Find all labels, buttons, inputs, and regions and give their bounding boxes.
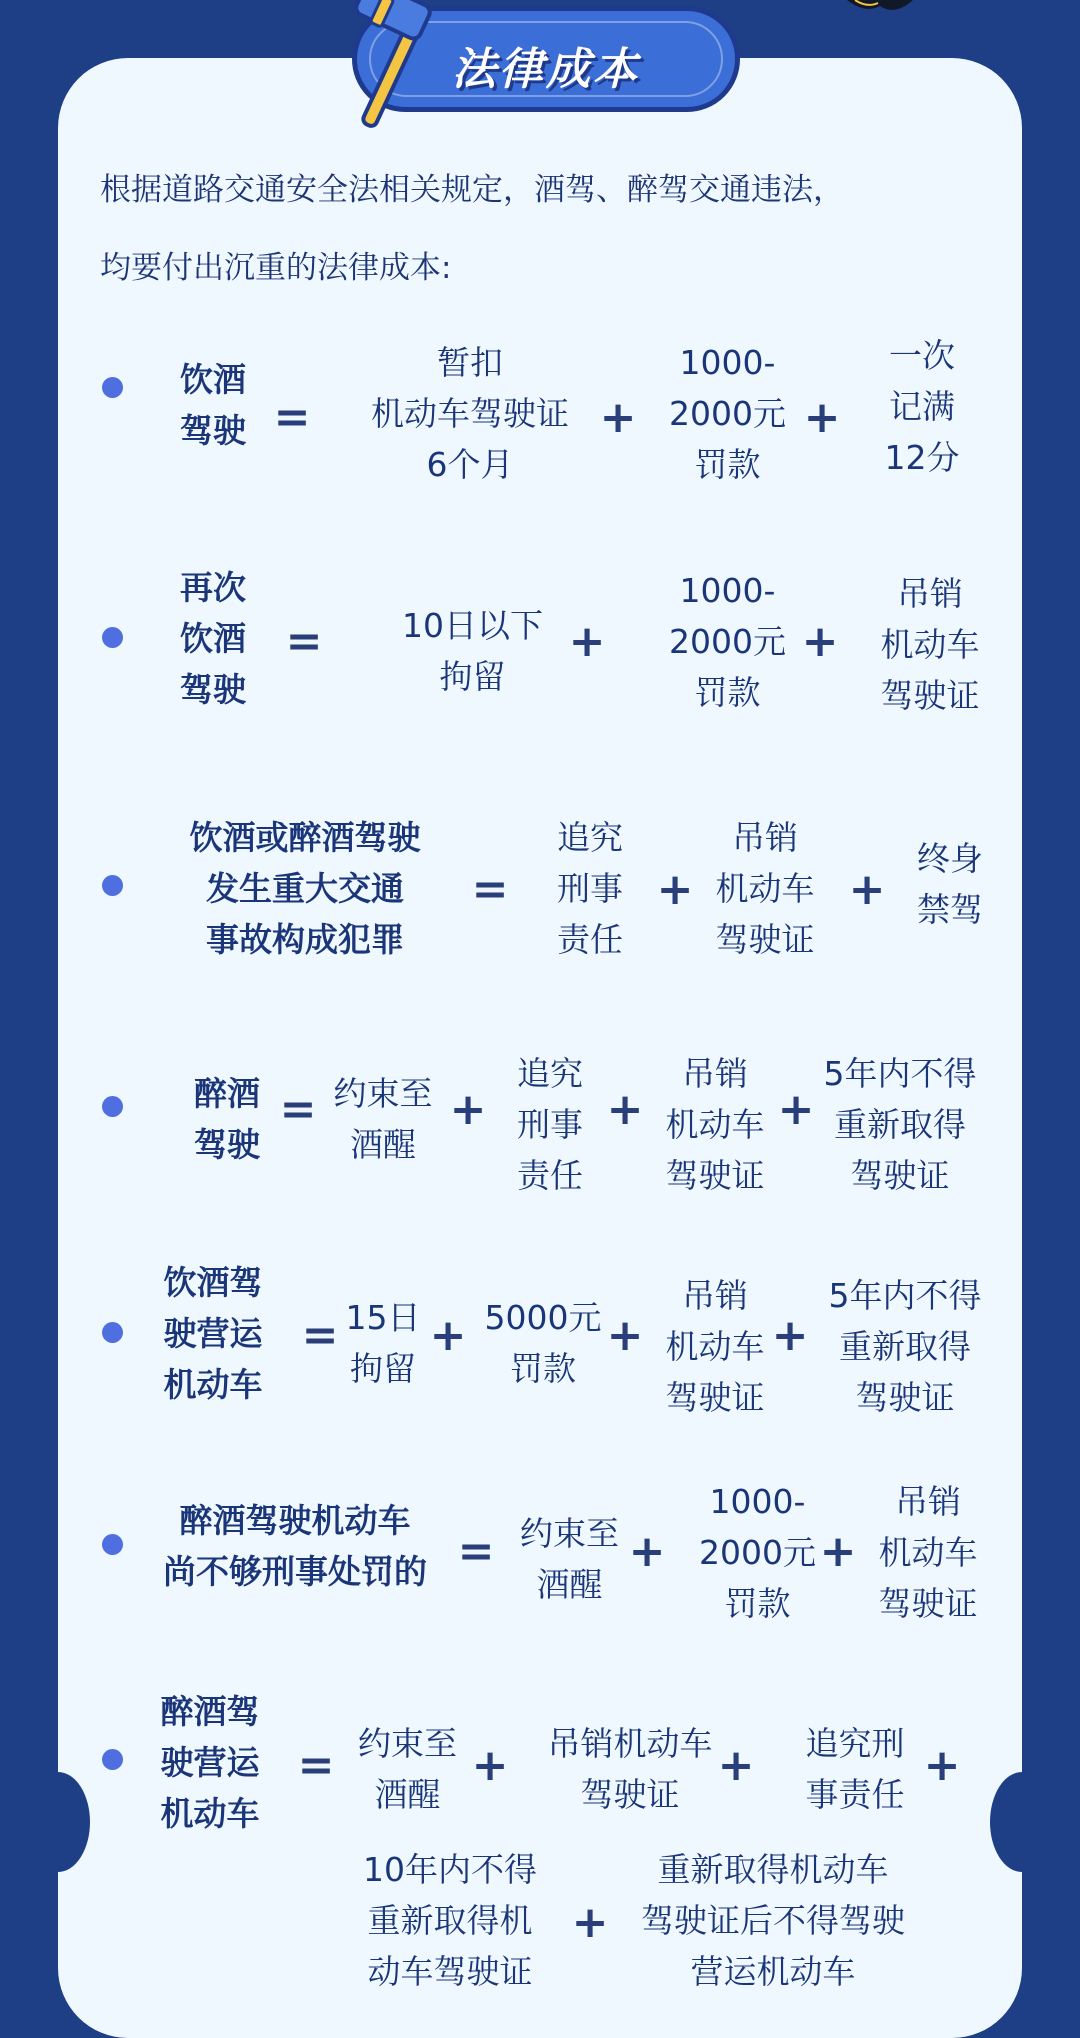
row-7-term-4: 10年内不得 重新取得机 动车驾驶证 [363, 1850, 537, 1991]
plus-sign: + [571, 1897, 609, 1948]
plus-sign: + [429, 1310, 467, 1361]
row-1-subject: 饮酒 驾驶 [180, 360, 246, 450]
plus-sign: + [599, 392, 637, 443]
row-4-subject: 醉酒 驾驶 [194, 1074, 260, 1164]
row-5-term-3: 吊销 机动车 驾驶证 [665, 1276, 765, 1417]
row-6-subject: 醉酒驾驶机动车 尚不够刑事处罚的 [163, 1501, 427, 1591]
plus-sign: + [606, 1084, 644, 1135]
plus-sign: + [628, 1526, 666, 1577]
row-2-term-3: 吊销 机动车 驾驶证 [880, 574, 980, 715]
equals-sign: = [297, 1740, 335, 1791]
bullet-dot [102, 875, 123, 896]
equals-sign: = [273, 392, 311, 443]
row-1-term-2: 1000- 2000元 罚款 [669, 343, 786, 484]
intro-line-1: 根据道路交通安全法相关规定，酒驾、醉驾交通违法， [100, 172, 844, 208]
plus-sign: + [848, 864, 886, 915]
equals-sign: = [279, 1084, 317, 1135]
row-4-term-4: 5年内不得 重新取得 驾驶证 [823, 1054, 977, 1195]
row-2-term-2: 1000- 2000元 罚款 [669, 571, 786, 712]
intro-line-2: 均要付出沉重的法律成本: [100, 250, 452, 286]
plus-sign: + [771, 1310, 809, 1361]
bullet-dot [102, 1749, 123, 1770]
row-7-term-2: 吊销机动车 驾驶证 [547, 1724, 713, 1814]
plus-sign: + [777, 1084, 815, 1135]
plus-sign: + [801, 616, 839, 667]
row-6-term-3: 吊销 机动车 驾驶证 [878, 1482, 978, 1623]
row-2-term-1: 10日以下 拘留 [402, 606, 543, 696]
bullet-dot [102, 1322, 123, 1343]
plus-sign: + [568, 616, 606, 667]
gavel-icon [336, 0, 446, 140]
plus-sign: + [606, 1310, 644, 1361]
equals-sign: = [471, 864, 509, 915]
card-notch-right [990, 1772, 1054, 1872]
row-7-term-3: 追究刑 事责任 [805, 1724, 905, 1814]
row-1-term-3: 一次 记满 12分 [884, 336, 960, 477]
row-5-subject: 饮酒驾 驶营运 机动车 [163, 1263, 263, 1404]
row-3-subject: 饮酒或醉酒驾驶 发生重大交通 事故构成犯罪 [189, 818, 421, 959]
row-7-term-1: 约束至 酒醒 [358, 1724, 457, 1814]
bullet-dot [102, 377, 123, 398]
plus-sign: + [471, 1740, 509, 1791]
row-3-term-3: 终身 禁驾 [917, 839, 983, 929]
row-1-term-1: 暂扣 机动车驾驶证 6个月 [371, 343, 569, 484]
equals-sign: = [457, 1526, 495, 1577]
equals-sign: = [285, 616, 323, 667]
row-5-term-2: 5000元 罚款 [484, 1298, 602, 1388]
row-6-term-1: 约束至 酒醒 [520, 1514, 619, 1604]
row-3-term-2: 吊销 机动车 驾驶证 [715, 818, 815, 959]
card-notch-left [26, 1772, 90, 1872]
row-4-term-2: 追究 刑事 责任 [517, 1054, 583, 1195]
plus-sign: + [656, 864, 694, 915]
section-title: 法律成本 [452, 44, 640, 95]
plus-sign: + [449, 1084, 487, 1135]
equals-sign: = [301, 1310, 339, 1361]
bullet-dot [102, 1096, 123, 1117]
row-5-term-1: 15日 拘留 [345, 1298, 421, 1388]
plus-sign: + [803, 392, 841, 443]
row-2-subject: 再次 饮酒 驾驶 [180, 568, 246, 709]
row-3-term-1: 追究 刑事 责任 [557, 818, 623, 959]
bullet-dot [102, 1534, 123, 1555]
plus-sign: + [923, 1740, 961, 1791]
bullet-dot [102, 627, 123, 648]
row-7-subject: 醉酒驾 驶营运 机动车 [160, 1692, 260, 1833]
row-4-term-3: 吊销 机动车 驾驶证 [665, 1054, 765, 1195]
row-7-term-5: 重新取得机动车 驾驶证后不得驾驶 营运机动车 [641, 1850, 905, 1991]
row-4-term-1: 约束至 酒醒 [333, 1074, 433, 1164]
row-5-term-4: 5年内不得 重新取得 驾驶证 [828, 1276, 982, 1417]
row-6-term-2: 1000- 2000元 罚款 [699, 1482, 816, 1623]
plus-sign: + [819, 1526, 857, 1577]
plus-sign: + [717, 1740, 755, 1791]
decor-icon [845, 0, 915, 18]
